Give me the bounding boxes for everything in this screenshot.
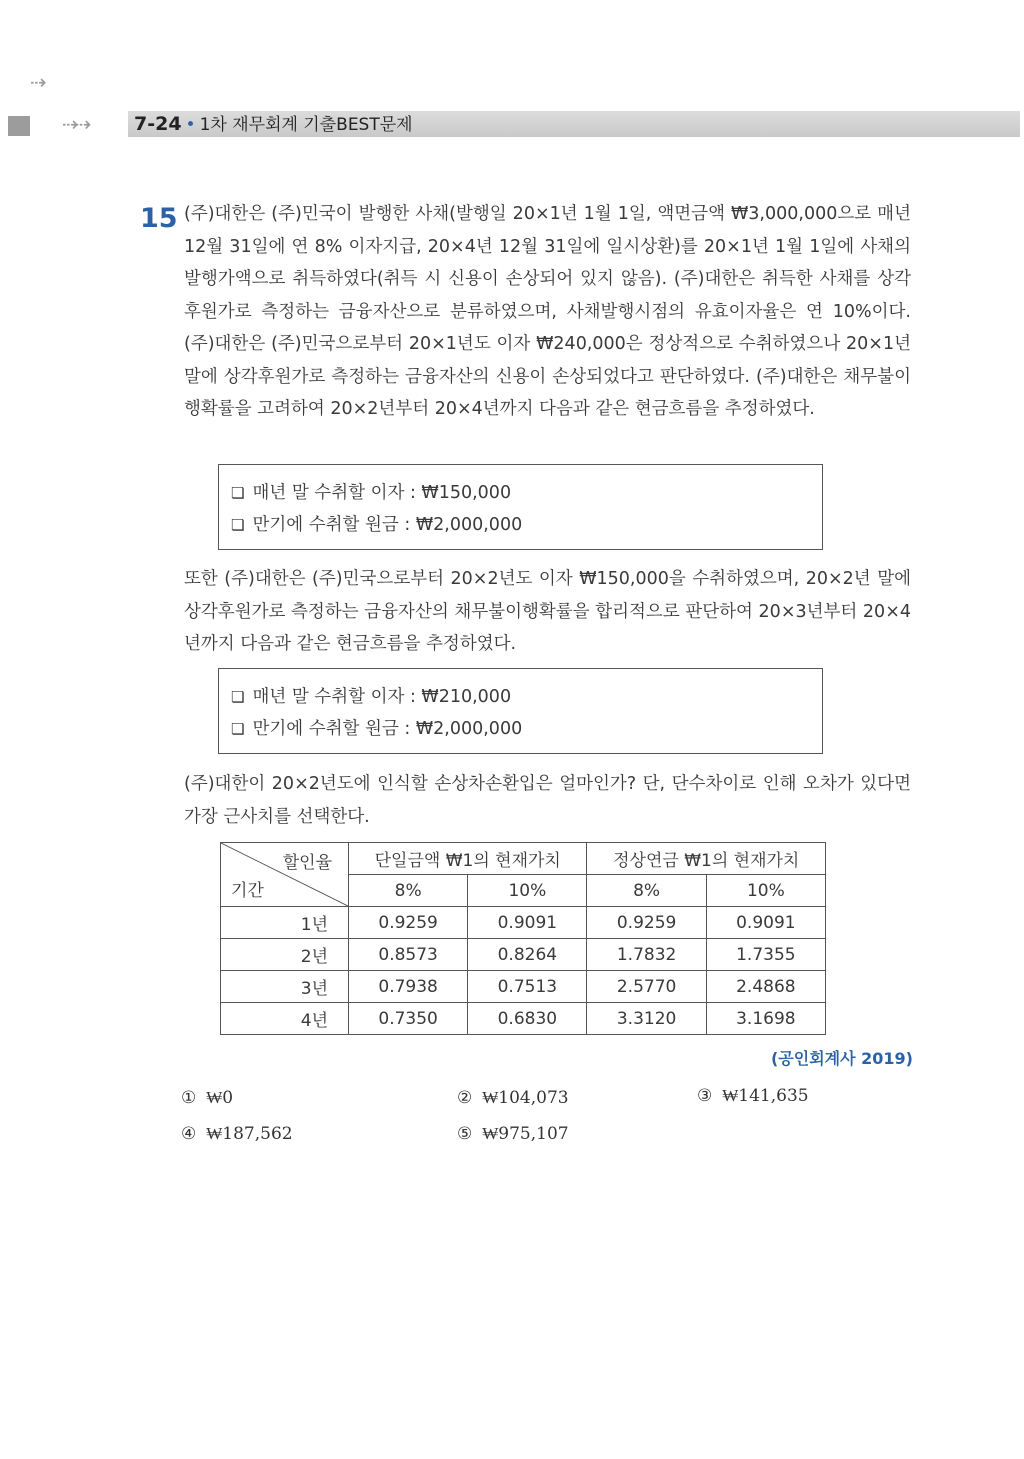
value-cell: 0.8573 <box>349 939 468 971</box>
table-row <box>221 907 826 939</box>
answer-option-1[interactable] <box>181 1088 233 1108</box>
group-header-single: 단일금액 ₩1의 현재가치 <box>349 843 587 875</box>
value-cell: 0.9091 <box>706 907 825 939</box>
corner-rate-label: 할인율 <box>282 853 332 873</box>
value-cell: 1.7355 <box>706 939 825 971</box>
answer-option-3[interactable] <box>697 1086 809 1106</box>
question-number: 15 <box>140 203 178 234</box>
header-bullet: • <box>185 115 196 135</box>
option-marker: ② <box>457 1088 473 1108</box>
period-cell: 1년 <box>221 907 349 939</box>
value-cell: 0.9259 <box>349 907 468 939</box>
corner-period-label: 기간 <box>231 881 264 901</box>
rate-header: 10% <box>706 875 825 907</box>
option-marker: ④ <box>181 1124 197 1144</box>
value-cell: 0.9091 <box>468 907 587 939</box>
cashflow-principal-1: ❏ 만기에 수취할 원금 : ₩2,000,000 <box>231 509 822 541</box>
option-text: ₩975,107 <box>482 1124 569 1144</box>
value-cell: 0.6830 <box>468 1003 587 1035</box>
question-prompt: (주)대한이 20×2년도에 인식할 손상차손환입은 얼마인가? 단, 단수차이로 인해 오차가 있다면 가장 근사치를 선택한다. <box>184 774 911 827</box>
option-marker: ⑤ <box>457 1124 473 1144</box>
value-cell: 3.3120 <box>587 1003 706 1035</box>
option-marker: ① <box>181 1088 197 1108</box>
answer-option-2[interactable] <box>457 1088 569 1108</box>
header-title: 1차 재무회계 기출BEST문제 <box>199 115 413 135</box>
table-row <box>221 971 826 1003</box>
table-corner-cell <box>221 843 349 907</box>
option-marker: ③ <box>697 1086 713 1106</box>
table-row <box>221 939 826 971</box>
option-text: ₩187,562 <box>206 1124 293 1144</box>
running-header <box>134 113 413 136</box>
present-value-table <box>220 842 826 1035</box>
value-cell: 0.8264 <box>468 939 587 971</box>
question-paragraph-2: 또한 (주)대한은 (주)민국으로부터 20×2년도 이자 ₩150,000을 수취하였으며, 20×2년 말에 상각후원가로 측정하는 금융자산의 채무불이행확률을 합리적으로 판단하여 20×3년부터 20×4년까지 다음과 같은 현금흐름을 추정하였다. <box>184 569 911 654</box>
period-cell: 4년 <box>221 1003 349 1035</box>
double-arrow-icon: ⇢⇢ <box>62 112 88 136</box>
answer-option-5[interactable] <box>457 1124 569 1144</box>
source-citation: (공인회계사 2019) <box>770 1049 913 1068</box>
answer-option-4[interactable] <box>181 1124 293 1144</box>
value-cell: 2.4868 <box>706 971 825 1003</box>
cashflow-interest-2: ❏ 매년 말 수취할 이자 : ₩210,000 <box>231 681 822 713</box>
group-header-annuity: 정상연금 ₩1의 현재가치 <box>587 843 826 875</box>
page-number: 7-24 <box>134 113 182 135</box>
cashflow-principal-2: ❏ 만기에 수취할 원금 : ₩2,000,000 <box>231 713 822 745</box>
value-cell: 2.5770 <box>587 971 706 1003</box>
cashflow-box-2 <box>218 668 823 754</box>
value-cell: 3.1698 <box>706 1003 825 1035</box>
value-cell: 0.7938 <box>349 971 468 1003</box>
table-row <box>221 1003 826 1035</box>
cashflow-interest-1: ❏ 매년 말 수취할 이자 : ₩150,000 <box>231 477 822 509</box>
rate-header: 8% <box>349 875 468 907</box>
question-paragraph-1: (주)대한은 (주)민국이 발행한 사채(발행일 20×1년 1월 1일, 액면금액 ₩3,000,000으로 매년 12월 31일에 연 8% 이자지급, 20×4년 12월 31일에 일시상환)를 20×1년 1월 1일에 사채의 발행가액으로 취득하였다(취득 시 신용이 손상되어 있지 않음). (주)대한은 취득한 사채를 상각후원가로 측정하는 금융자산으로 분류하였으며, 사채발행시점의 유효이자율은 연 10%이다. (주)대한은 (주)민국으로부터 20×1년도 이자 ₩240,000은 정상적으로 수취하였으나 20×1년 말에 상각후원가로 측정하는 금융자산의 신용이 손상되었다고 판단하였다. (주)대한은 채무불이행확률을 고려하여 20×2년부터 20×4년까지 다음과 같은 현금흐름을 추정하였다. <box>184 204 911 419</box>
value-cell: 0.7513 <box>468 971 587 1003</box>
value-cell: 0.7350 <box>349 1003 468 1035</box>
option-text: ₩141,635 <box>722 1086 809 1106</box>
arrow-icon: ⇢ <box>30 70 43 94</box>
period-cell: 3년 <box>221 971 349 1003</box>
option-text: ₩104,073 <box>482 1088 569 1108</box>
header-square <box>8 116 30 136</box>
option-text: ₩0 <box>206 1088 234 1108</box>
cashflow-box-1 <box>218 464 823 550</box>
period-cell: 2년 <box>221 939 349 971</box>
rate-header: 10% <box>468 875 587 907</box>
rate-header: 8% <box>587 875 706 907</box>
value-cell: 0.9259 <box>587 907 706 939</box>
value-cell: 1.7832 <box>587 939 706 971</box>
